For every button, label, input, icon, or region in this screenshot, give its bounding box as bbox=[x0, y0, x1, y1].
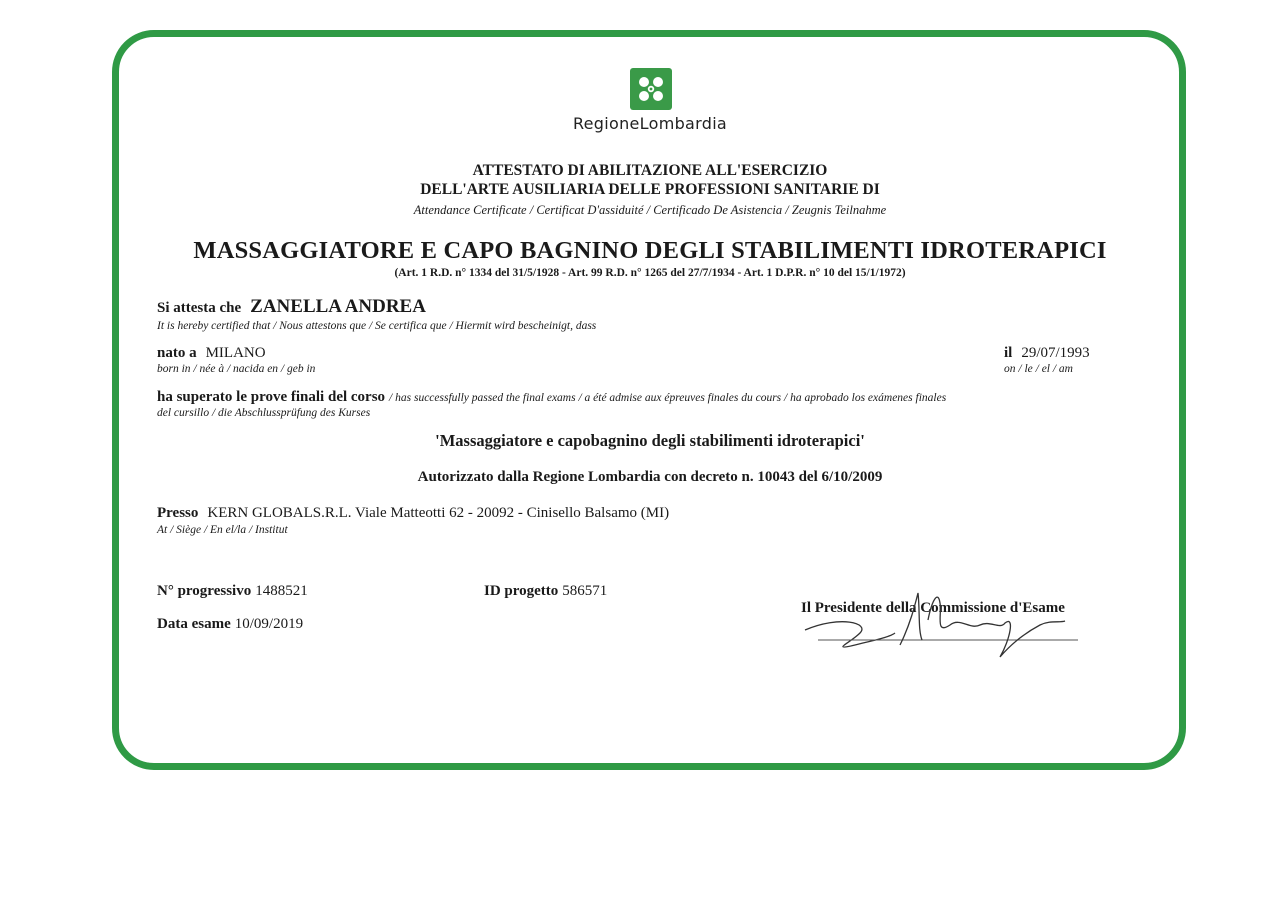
signature-drawing bbox=[800, 585, 1090, 670]
birthdate-line bbox=[1004, 344, 1090, 362]
exam-date-line bbox=[157, 615, 303, 633]
exam-date-label: Data esame bbox=[157, 616, 231, 632]
institute-label: Presso bbox=[157, 505, 199, 521]
signature-title: Il Presidente della Commissione d'Esame bbox=[801, 600, 1065, 616]
authorization-decree: Autorizzato dalla Regione Lombardia con decreto n. 10043 del 6/10/2009 bbox=[417, 469, 883, 485]
course-translation-2: del cursillo / die Abschlussprüfung des Kurses bbox=[157, 407, 371, 419]
course-line bbox=[157, 388, 946, 406]
birthplace-translation: born in / née à / nacida en / geb in bbox=[157, 363, 316, 375]
certificate-title: MASSAGGIATORE E CAPO BAGNINO DEGLI STABILIMENTI IDROTERAPICI bbox=[193, 237, 1107, 264]
header-translations: Attendance Certificate / Certificat D'assiduité / Certificado De Asistencia / Zeugnis Teilnahme bbox=[413, 203, 887, 217]
progressive-value: 1488521 bbox=[255, 583, 308, 599]
project-value: 586571 bbox=[562, 583, 608, 599]
certify-translation: It is hereby certified that / Nous attestons que / Se certifica que / Hiermit wird bescheinigt, dass bbox=[157, 320, 597, 332]
header-line-2: DELL'ARTE AUSILIARIA DELLE PROFESSIONI SANITARIE DI bbox=[420, 181, 880, 198]
certify-line bbox=[157, 296, 426, 318]
holder-name: ZANELLA ANDREA bbox=[250, 296, 426, 317]
project-line bbox=[484, 582, 607, 600]
legal-references: (Art. 1 R.D. n° 1334 del 31/5/1928 - Art. 99 R.D. n° 1265 del 27/7/1934 - Art. 1 D.P.R. n° 10 del 15/1/1972) bbox=[394, 267, 906, 279]
lombardy-rose-icon bbox=[630, 68, 672, 110]
institute-line bbox=[157, 504, 669, 522]
progressive-line bbox=[157, 582, 308, 600]
certify-label: Si attesta che bbox=[157, 300, 242, 316]
project-label: ID progetto bbox=[484, 583, 559, 599]
course-label: ha superato le prove finali del corso bbox=[157, 389, 386, 405]
birthdate-value: 29/07/1993 bbox=[1021, 345, 1090, 361]
birthplace-line bbox=[157, 344, 266, 362]
course-name: 'Massaggiatore e capobagnino degli stabilimenti idroterapici' bbox=[435, 431, 865, 450]
institute-value: KERN GLOBALS.R.L. Viale Matteotti 62 - 20092 - Cinisello Balsamo (MI) bbox=[207, 505, 670, 521]
progressive-label: N° progressivo bbox=[157, 583, 252, 599]
exam-date-value: 10/09/2019 bbox=[234, 616, 304, 632]
logo-wordmark: RegioneLombardia bbox=[572, 114, 728, 133]
birthdate-label: il bbox=[1004, 345, 1013, 361]
birthdate-translation: on / le / el / am bbox=[1004, 363, 1073, 375]
header-line-1: ATTESTATO DI ABILITAZIONE ALL'ESERCIZIO bbox=[472, 162, 828, 179]
birthplace-label: nato a bbox=[157, 345, 197, 361]
institute-translation: At / Siège / En el/la / Institut bbox=[157, 524, 288, 536]
birthplace-value: MILANO bbox=[205, 345, 266, 361]
course-translation-1: / has successfully passed the final exams / a été admise aux épreuves finales du cours / ha aprobado los exámenes finales bbox=[389, 392, 947, 404]
